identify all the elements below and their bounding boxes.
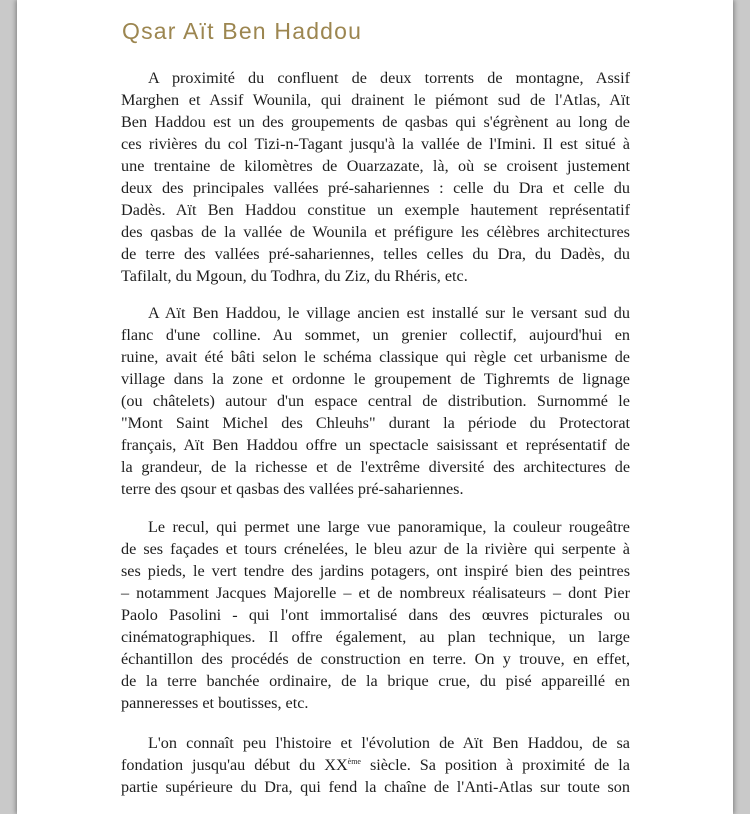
text-line: panneresses et boutisses, etc. bbox=[121, 694, 309, 712]
text-line: de la terre banchée ordinaire, de la brique crue, du pisé appareillé en bbox=[121, 672, 630, 690]
text-line: A Aït Ben Haddou, le village ancien est installé sur le versant sud du bbox=[148, 304, 630, 322]
text-line: – notamment Jacques Majorelle – et de nombreux réalisateurs – dont Pier bbox=[121, 584, 630, 602]
paragraph-4 bbox=[121, 732, 630, 798]
text-line: Dadès. Aït Ben Haddou constitue un exemple hautement représentatif bbox=[121, 201, 630, 219]
text-line: (ou châtelets) autour d'un espace central de distribution. Surnommé le bbox=[121, 392, 630, 410]
text-line: village dans la zone et ordonne le groupement de Tighremts de lignage bbox=[121, 370, 630, 388]
text-line: Tafilalt, du Mgoun, du Todhra, du Ziz, du Rhéris, etc. bbox=[121, 267, 468, 285]
text-line: Marghen et Assif Wounila, qui drainent le piémont sud de l'Atlas, Aït bbox=[121, 91, 630, 109]
paragraph-3 bbox=[121, 516, 630, 714]
paragraph-1 bbox=[121, 67, 630, 287]
text-line: Le recul, qui permet une large vue panoramique, la couleur rougeâtre bbox=[148, 518, 630, 536]
text-line: "Mont Saint Michel des Chleuhs" durant la période du Protectorat bbox=[121, 414, 630, 432]
text-fragment: fondation jusqu'au début du XX bbox=[121, 756, 348, 774]
text-line: ses pieds, le vert tendre des jardins potagers, ont inspiré bien des peintres bbox=[121, 562, 630, 580]
text-line: la grandeur, de la richesse et de l'extrême diversité des architectures de bbox=[121, 458, 630, 476]
text-line: L'on connaît peu l'histoire et l'évolution de Aït Ben Haddou, de sa bbox=[148, 734, 630, 752]
text-line: Ben Haddou est un des groupements de qasbas qui s'égrènent au long de bbox=[121, 113, 630, 131]
text-line: de ses façades et tours crénelées, le bleu azur de la rivière qui serpente à bbox=[121, 540, 630, 558]
text-line: Paolo Pasolini - qui l'ont immortalisé dans des œuvres picturales ou bbox=[121, 606, 630, 624]
text-line: partie supérieure du Dra, qui fend la chaîne de l'Anti-Atlas sur toute son bbox=[121, 778, 630, 796]
text-line: une trentaine de kilomètres de Ouarzazate, là, où se croisent justement bbox=[121, 157, 630, 175]
text-line: A proximité du confluent de deux torrents de montagne, Assif bbox=[148, 69, 630, 87]
text-line: deux des principales vallées pré-sahariennes : celle du Dra et celle du bbox=[121, 179, 630, 197]
text-line: cinématographiques. Il offre également, au plan technique, un large bbox=[121, 628, 630, 646]
document-page bbox=[17, 0, 733, 814]
document-title: Qsar Aït Ben Haddou bbox=[122, 18, 363, 44]
text-line: des qasbas de la vallée de Wounila et préfigure les célèbres architectures bbox=[121, 223, 630, 241]
text-fragment: siècle. Sa position à proximité de la bbox=[360, 756, 630, 774]
text-line: ruine, avait été bâti selon le schéma classique qui règle cet urbanisme de bbox=[121, 348, 630, 366]
text-line: flanc d'une colline. Au sommet, un grenier collectif, aujourd'hui en bbox=[121, 326, 630, 344]
text-line: échantillon des procédés de construction en terre. On y trouve, en effet, bbox=[121, 650, 630, 668]
superscript-ordinal: ème bbox=[347, 757, 361, 766]
text-line: terre des qsour et qasbas des vallées pré-sahariennes. bbox=[121, 480, 464, 498]
text-line: de terre des vallées pré-sahariennes, telles celles du Dra, du Dadès, du bbox=[121, 245, 630, 263]
text-line: ces rivières du col Tizi-n-Tagant jusqu'à la vallée de l'Imini. Il est situé à bbox=[121, 135, 630, 153]
text-line-with-superscript bbox=[121, 754, 630, 776]
text-line: français, Aït Ben Haddou offre un spectacle saisissant et représentatif de bbox=[121, 436, 630, 454]
paragraph-2 bbox=[121, 302, 630, 500]
